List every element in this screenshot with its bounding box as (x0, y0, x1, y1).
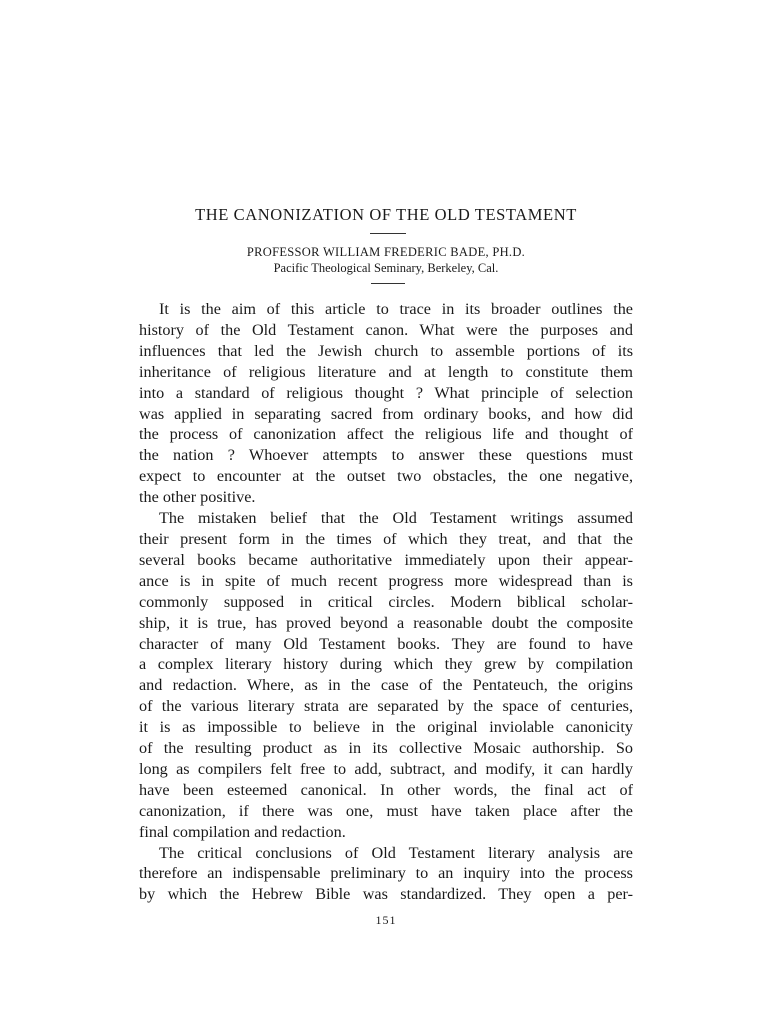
body-line: inheritance of religious literature and at length to constitute them (139, 362, 633, 381)
body-line: of the resulting product as in its collective Mosaic authorship. So (139, 739, 633, 758)
body-line: final compilation and redaction. (139, 822, 346, 841)
author-name: PROFESSOR WILLIAM FREDERIC BADE, PH.D. (246, 245, 526, 259)
body-line: canonization, if there was one, must have taken place after the (139, 801, 633, 820)
body-line: therefore an indispensable preliminary to an inquiry into the process (139, 864, 633, 883)
body-line: commonly supposed in critical circles. Modern biblical scholar- (139, 592, 633, 611)
body-line: expect to encounter at the outset two obstacles, the one negative, (139, 467, 633, 486)
body-line: It is the aim of this article to trace in its broader outlines the (159, 300, 633, 318)
author-affiliation: Pacific Theological Seminary, Berkeley, Cal. (273, 261, 499, 275)
body-line: The mistaken belief that the Old Testament writings assumed (159, 509, 633, 528)
body-line: the process of canonization affect the religious life and thought of (139, 425, 633, 444)
body-line: and redaction. Where, as in the case of the Pentateuch, the origins (139, 676, 633, 695)
body-line: the nation ? Whoever attempts to answer these questions must (139, 446, 633, 465)
body-line: their present form in the times of which they treat, and that the (139, 529, 633, 548)
page (139, 0, 633, 1024)
body-line: it is as impossible to believe in the original inviolable canonicity (139, 718, 633, 737)
body-line: have been esteemed canonical. In other words, the final act of (139, 780, 633, 799)
body-line: ship, it is true, has proved beyond a reasonable doubt the composite (139, 613, 633, 632)
body-line: by which the Hebrew Bible was standardized. They open a per- (139, 885, 633, 904)
article-title: THE CANONIZATION OF THE OLD TESTAMENT (195, 205, 577, 224)
page-number: 151 (375, 913, 397, 927)
affiliation-divider (371, 283, 405, 284)
title-divider (370, 233, 406, 234)
body-line: was applied in separating sacred from ordinary books, and how did (139, 404, 633, 423)
body-line: long as compilers felt free to add, subtract, and modify, it can hardly (139, 759, 633, 778)
article-body (139, 299, 633, 905)
body-line: the other positive. (139, 488, 256, 507)
body-line: influences that led the Jewish church to assemble portions of its (139, 341, 633, 360)
body-line: into a standard of religious thought ? What principle of selection (139, 383, 633, 402)
body-line: history of the Old Testament canon. What were the purposes and (139, 320, 633, 339)
body-line: of the various literary strata are separated by the space of centuries, (139, 697, 633, 716)
body-line: several books became authoritative immediately upon their appear- (139, 550, 633, 569)
body-line: character of many Old Testament books. They are found to have (139, 634, 633, 653)
body-line: ance is in spite of much recent progress more widespread than is (139, 571, 633, 590)
body-line: The critical conclusions of Old Testament literary analysis are (159, 843, 633, 862)
body-line: a complex literary history during which they grew by compilation (139, 655, 633, 674)
